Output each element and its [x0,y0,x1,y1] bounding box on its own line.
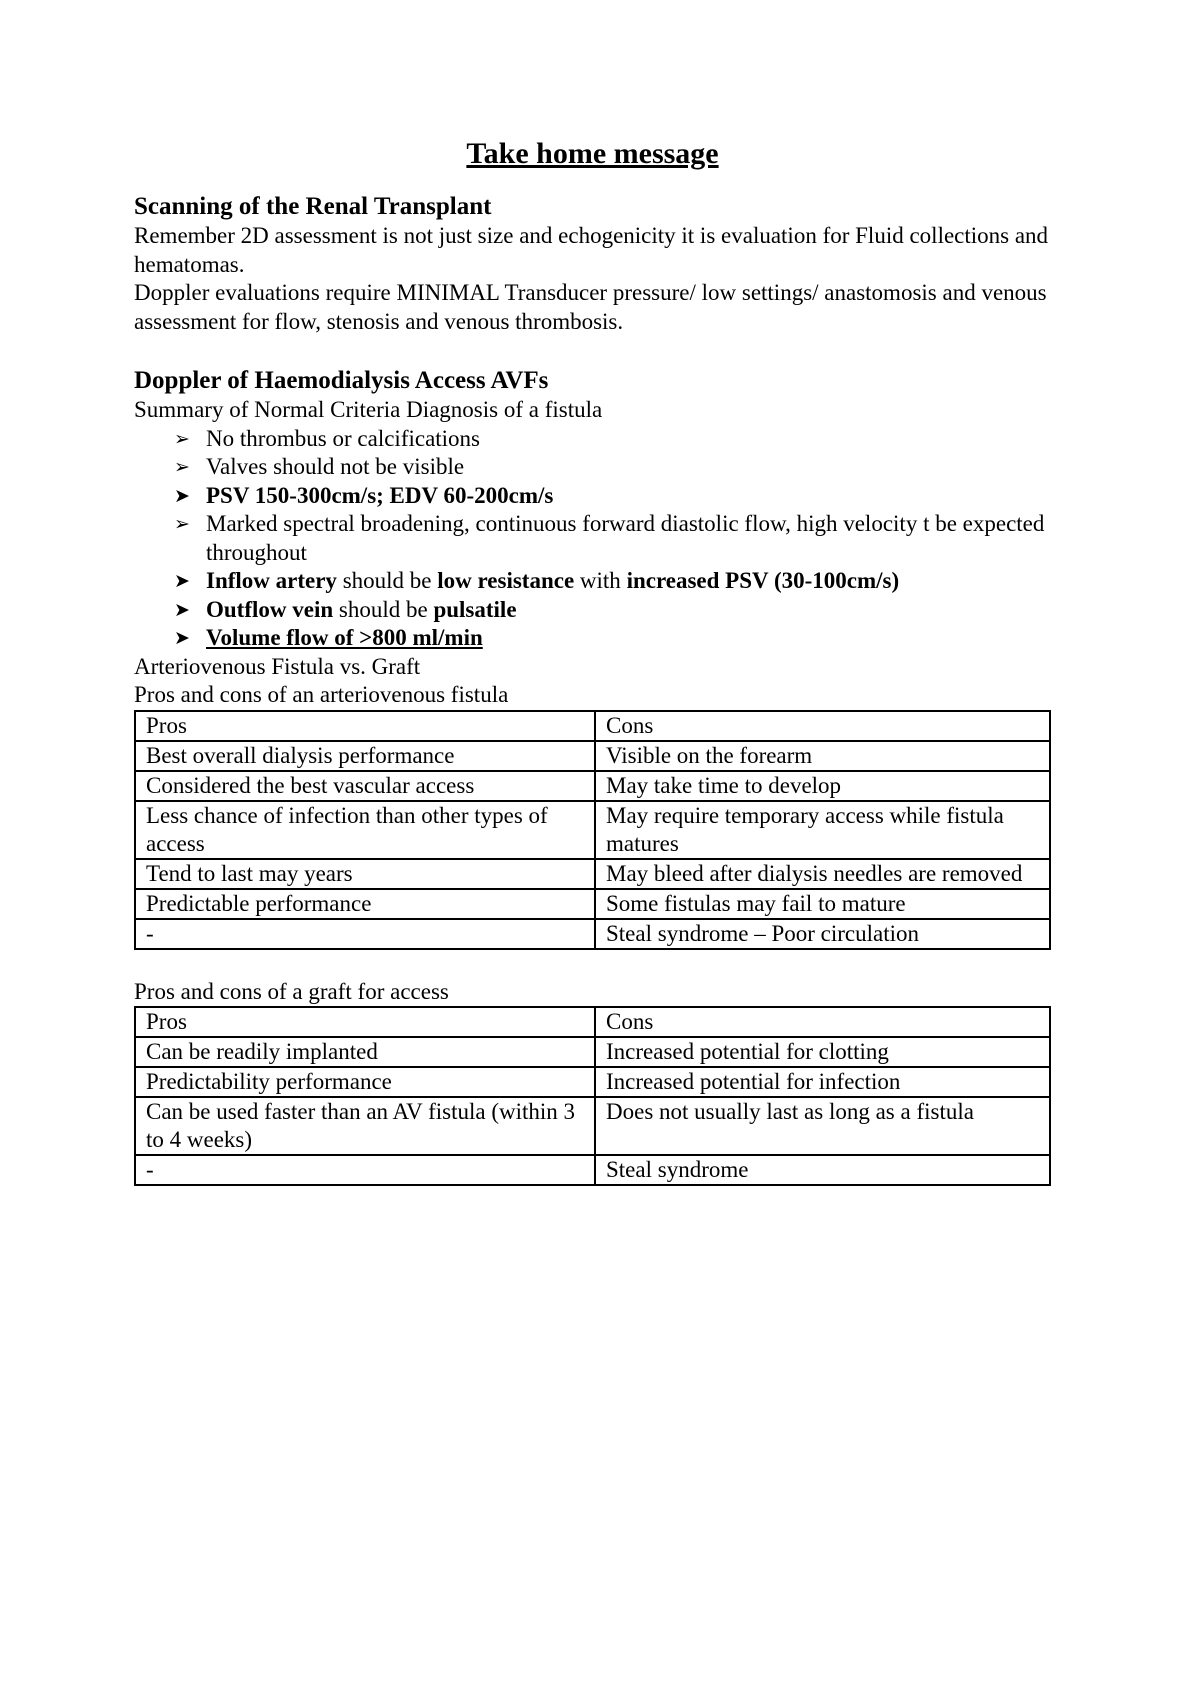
page-title: Take home message [466,137,719,170]
table-row [135,1097,1050,1155]
table-row [135,919,1050,949]
table-cell: - [135,919,595,949]
table-cell: Predictability performance [135,1067,595,1097]
table-row [135,771,1050,801]
section-heading-renal-transplant: Scanning of the Renal Transplant [134,193,492,220]
table-cell: Steal syndrome – Poor circulation [595,919,1050,949]
table-row [135,741,1050,771]
pulsatile-text: pulsatile [433,596,517,622]
arrow-bullet-icon: ➤ [174,627,190,649]
list-item-text: should be [333,596,434,622]
normal-criteria-list [134,425,1051,653]
table-cell: Less chance of infection than other types of access [135,801,595,859]
table-cell: Steal syndrome [595,1155,1050,1185]
list-item [174,510,1051,567]
table-header-cell: Pros [135,1007,595,1037]
table-cell: Increased potential for clotting [595,1037,1050,1067]
renal-transplant-paragraph-1: Remember 2D assessment is not just size and echogenicity it is evaluation for Fluid collections and hematomas. [134,223,1049,277]
list-item-text: should be [336,568,438,593]
list-item [174,624,1051,653]
table-cell: Can be used faster than an AV fistula (within 3 to 4 weeks) [135,1097,595,1155]
normal-criteria-summary: Summary of Normal Criteria Diagnosis of a fistula [134,397,603,422]
table-cell: Best overall dialysis performance [135,741,595,771]
table-cell: Tend to last may years [135,859,595,889]
table-row [135,1155,1050,1185]
list-item-text: No thrombus or calcifications [206,425,481,451]
outflow-vein-text: Outflow vein [206,596,334,622]
list-item [174,425,1051,454]
arrow-bullet-icon: ➤ [174,570,190,592]
arrow-bullet-icon: ➤ [174,598,190,621]
table-cell: - [135,1155,595,1185]
list-item [174,596,1051,625]
table-cell: Can be readily implanted [135,1037,595,1067]
table-cell: Visible on the forearm [595,741,1050,771]
comparison-heading: Arteriovenous Fistula vs. Graft [134,653,421,679]
list-item-text: PSV 150-300cm/s; EDV 60-200cm/s [206,482,554,508]
spacer [134,950,1051,978]
low-resistance-text: low resistance [437,568,575,593]
increased-psv-text: increased PSV (30-100cm/s) [626,568,900,593]
arrow-bullet-icon: ➤ [174,484,190,507]
document-page [134,136,1051,1186]
fistula-table-caption: Pros and cons of an arteriovenous fistula [134,682,509,707]
arrow-bullet-icon: ➢ [174,427,190,450]
table-cell: May take time to develop [595,771,1050,801]
table-row [135,801,1050,859]
fistula-pros-cons-table [134,710,1051,950]
table-header-cell: Pros [135,711,595,741]
list-item [174,567,1051,596]
volume-flow-text: Volume flow of >800 ml/min [206,625,483,650]
table-header-row [135,711,1050,741]
table-cell: Predictable performance [135,889,595,919]
arrow-bullet-icon: ➢ [174,456,190,478]
list-item-text: Marked spectral broadening, continuous forward diastolic flow, high velocity t be expected throughout [206,511,1045,565]
table-header-cell: Cons [595,711,1050,741]
arrow-bullet-icon: ➢ [174,513,190,535]
table-row [135,859,1050,889]
list-item [174,482,1051,511]
list-item-text: with [574,568,627,593]
table-cell: May bleed after dialysis needles are removed [595,859,1050,889]
renal-transplant-paragraph-2: Doppler evaluations require MINIMAL Transducer pressure/ low settings/ anastomosis and venous assessment for flow, stenosis and venous thrombosis. [134,280,1047,334]
list-item [174,453,1051,482]
section-heading-haemodialysis: Doppler of Haemodialysis Access AVFs [134,367,549,394]
table-cell: May require temporary access while fistula matures [595,801,1050,859]
graft-table-caption: Pros and cons of a graft for access [134,978,449,1004]
table-row [135,1067,1050,1097]
graft-pros-cons-table [134,1006,1051,1186]
table-cell: Some fistulas may fail to mature [595,889,1050,919]
table-cell: Considered the best vascular access [135,771,595,801]
table-cell: Does not usually last as long as a fistula [595,1097,1050,1155]
table-header-cell: Cons [595,1007,1050,1037]
table-row [135,1037,1050,1067]
table-cell: Increased potential for infection [595,1067,1050,1097]
list-item-text: Valves should not be visible [206,454,465,479]
table-row [135,889,1050,919]
table-header-row [135,1007,1050,1037]
inflow-artery-text: Inflow artery [206,568,337,593]
